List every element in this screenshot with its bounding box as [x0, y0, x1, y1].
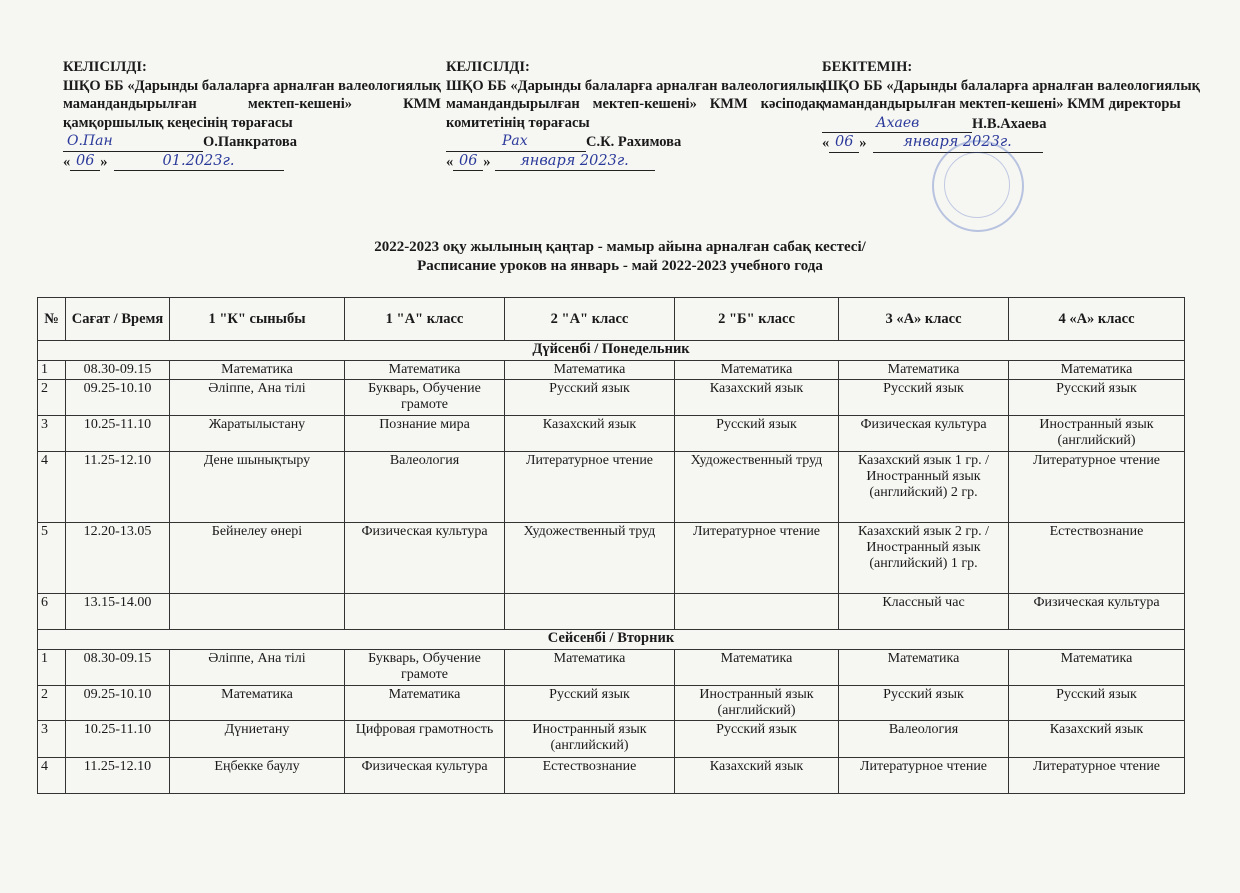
- subject-cell: Казахский язык 2 гр. / Иностранный язык (английский) 1 гр.: [839, 523, 1009, 594]
- date-day: 06: [829, 133, 859, 153]
- subject-cell: [345, 594, 505, 630]
- subject-cell: Математика: [839, 650, 1009, 686]
- schedule-table: [37, 297, 1185, 794]
- subject-cell: Математика: [505, 650, 675, 686]
- lesson-number: 1: [38, 361, 66, 380]
- approval-heading: БЕКІТЕМІН:: [822, 59, 913, 75]
- subject-cell: Русский язык: [505, 686, 675, 721]
- subject-cell: Физическая культура: [839, 416, 1009, 452]
- date-row: « 06 » января 2023г.: [446, 152, 824, 172]
- col-header-time: Сағат / Время: [66, 298, 170, 341]
- approval-body: ШҚО ББ «Дарынды балаларға арналған валеологиялық мамандандырылған мектеп-кешені» КММ қамқоршылық кеңесінің төрағасы: [63, 77, 441, 131]
- subject-cell: Бейнелеу өнері: [170, 523, 345, 594]
- signer-name: Н.В.Ахаева: [972, 115, 1047, 132]
- subject-cell: Дене шынықтыру: [170, 452, 345, 523]
- subject-cell: [170, 594, 345, 630]
- subject-cell: Литературное чтение: [1009, 758, 1185, 794]
- subject-cell: Классный час: [839, 594, 1009, 630]
- col-header-number: №: [38, 298, 66, 341]
- subject-cell: Русский язык: [505, 380, 675, 416]
- day-header-row: [38, 630, 1185, 650]
- subject-cell: Дүниетану: [170, 721, 345, 758]
- subject-cell: Математика: [1009, 361, 1185, 380]
- subject-cell: Литературное чтение: [839, 758, 1009, 794]
- subject-cell: Художественный труд: [505, 523, 675, 594]
- subject-cell: Физическая культура: [1009, 594, 1185, 630]
- subject-cell: Иностранный язык (английский): [1009, 416, 1185, 452]
- subject-cell: Валеология: [839, 721, 1009, 758]
- date-day: 06: [453, 152, 483, 172]
- subject-cell: Литературное чтение: [1009, 452, 1185, 523]
- schedule-body: [38, 341, 1185, 794]
- signature-line: [63, 135, 203, 152]
- subject-cell: Русский язык: [839, 686, 1009, 721]
- subject-cell: Русский язык: [839, 380, 1009, 416]
- signature-row: [822, 115, 1200, 134]
- subject-cell: Математика: [675, 650, 839, 686]
- col-header-2b: 2 "Б" класс: [675, 298, 839, 341]
- subject-cell: Казахский язык: [1009, 721, 1185, 758]
- subject-cell: Математика: [345, 361, 505, 380]
- subject-cell: Иностранный язык (английский): [675, 686, 839, 721]
- document-title: [0, 238, 1240, 276]
- lesson-time: 10.25-11.10: [66, 721, 170, 758]
- subject-cell: Художественный труд: [675, 452, 839, 523]
- approval-union: [446, 58, 824, 171]
- col-header-1a: 1 "А" класс: [345, 298, 505, 341]
- lesson-row: [38, 650, 1185, 686]
- approval-trustees: [63, 58, 441, 171]
- subject-cell: Цифровая грамотность: [345, 721, 505, 758]
- subject-cell: Математика: [839, 361, 1009, 380]
- col-header-2a: 2 "А" класс: [505, 298, 675, 341]
- signature-row: [63, 133, 441, 152]
- handwritten-signature: О.Пан: [67, 133, 113, 149]
- subject-cell: [675, 594, 839, 630]
- lesson-number: 4: [38, 452, 66, 523]
- approval-heading: КЕЛІСІЛДІ:: [63, 59, 147, 75]
- subject-cell: Математика: [345, 686, 505, 721]
- subject-cell: Еңбекке баулу: [170, 758, 345, 794]
- subject-cell: Валеология: [345, 452, 505, 523]
- signature-line: [446, 135, 586, 152]
- lesson-time: 08.30-09.15: [66, 361, 170, 380]
- date-month-year: 01.2023г.: [114, 152, 284, 172]
- date-row: « 06 » января 2023г.: [822, 133, 1200, 153]
- subject-cell: Казахский язык: [675, 758, 839, 794]
- col-header-3a: 3 «А» класс: [839, 298, 1009, 341]
- lesson-time: 09.25-10.10: [66, 686, 170, 721]
- subject-cell: Литературное чтение: [505, 452, 675, 523]
- date-day: 06: [70, 152, 100, 172]
- lesson-time: 08.30-09.15: [66, 650, 170, 686]
- approval-body: ШҚО ББ «Дарынды балаларға арналған валеологиялық мамандандырылған мектеп-кешені» КММ директоры: [822, 77, 1200, 112]
- title-kazakh: 2022-2023 оқу жылының қаңтар - мамыр айына арналған сабақ кестесі/: [374, 239, 866, 255]
- lesson-time: 09.25-10.10: [66, 380, 170, 416]
- approval-director: [822, 58, 1200, 153]
- lesson-time: 11.25-12.10: [66, 758, 170, 794]
- subject-cell: Казахский язык 1 гр. / Иностранный язык (английский) 2 гр.: [839, 452, 1009, 523]
- subject-cell: Иностранный язык (английский): [505, 721, 675, 758]
- subject-cell: Букварь, Обучение грамоте: [345, 650, 505, 686]
- subject-cell: Казахский язык: [675, 380, 839, 416]
- official-stamp: [932, 140, 1024, 232]
- day-header-row: [38, 341, 1185, 361]
- subject-cell: Русский язык: [1009, 686, 1185, 721]
- signature-line: [822, 116, 972, 133]
- handwritten-signature: Рах: [502, 133, 528, 149]
- subject-cell: Русский язык: [675, 721, 839, 758]
- subject-cell: Букварь, Обучение грамоте: [345, 380, 505, 416]
- subject-cell: [505, 594, 675, 630]
- lesson-number: 5: [38, 523, 66, 594]
- lesson-row: [38, 721, 1185, 758]
- lesson-time: 12.20-13.05: [66, 523, 170, 594]
- subject-cell: Физическая культура: [345, 523, 505, 594]
- subject-cell: Математика: [170, 361, 345, 380]
- signature-row: [446, 133, 824, 152]
- lesson-row: [38, 523, 1185, 594]
- subject-cell: Физическая культура: [345, 758, 505, 794]
- day-name: Дүйсенбі / Понедельник: [38, 341, 1185, 361]
- subject-cell: Познание мира: [345, 416, 505, 452]
- lesson-row: [38, 361, 1185, 380]
- subject-cell: Математика: [1009, 650, 1185, 686]
- lesson-row: [38, 416, 1185, 452]
- lesson-number: 1: [38, 650, 66, 686]
- title-russian: Расписание уроков на январь - май 2022-2023 учебного года: [417, 258, 823, 274]
- lesson-number: 2: [38, 380, 66, 416]
- lesson-row: [38, 380, 1185, 416]
- date-row: « 06 » 01.2023г.: [63, 152, 441, 172]
- col-header-1k: 1 "К" сыныбы: [170, 298, 345, 341]
- lesson-time: 11.25-12.10: [66, 452, 170, 523]
- subject-cell: Естествознание: [1009, 523, 1185, 594]
- lesson-row: [38, 594, 1185, 630]
- header-row: [38, 298, 1185, 341]
- lesson-time: 13.15-14.00: [66, 594, 170, 630]
- subject-cell: Естествознание: [505, 758, 675, 794]
- lesson-number: 3: [38, 721, 66, 758]
- subject-cell: Математика: [675, 361, 839, 380]
- date-month-year: января 2023г.: [495, 152, 655, 172]
- lesson-row: [38, 686, 1185, 721]
- lesson-number: 3: [38, 416, 66, 452]
- subject-cell: Жаратылыстану: [170, 416, 345, 452]
- lesson-number: 2: [38, 686, 66, 721]
- subject-cell: Әліппе, Ана тілі: [170, 650, 345, 686]
- signer-name: С.К. Рахимова: [586, 134, 682, 150]
- subject-cell: Русский язык: [675, 416, 839, 452]
- col-header-4a: 4 «А» класс: [1009, 298, 1185, 341]
- subject-cell: Казахский язык: [505, 416, 675, 452]
- lesson-time: 10.25-11.10: [66, 416, 170, 452]
- signer-name: О.Панкратова: [203, 134, 297, 150]
- subject-cell: Математика: [505, 361, 675, 380]
- approvals-block: [0, 58, 1240, 208]
- approval-heading: КЕЛІСІЛДІ:: [446, 59, 530, 75]
- subject-cell: Русский язык: [1009, 380, 1185, 416]
- subject-cell: Әліппе, Ана тілі: [170, 380, 345, 416]
- approval-body: ШҚО ББ «Дарынды балаларға арналған валеологиялық мамандандырылған мектеп-кешені» КММ кәсіподақ комитетінің төрағасы: [446, 77, 824, 131]
- lesson-row: [38, 452, 1185, 523]
- lesson-number: 4: [38, 758, 66, 794]
- lesson-number: 6: [38, 594, 66, 630]
- lesson-row: [38, 758, 1185, 794]
- handwritten-signature: Ахаев: [876, 114, 920, 131]
- date-month-year: января 2023г.: [873, 133, 1043, 153]
- day-name: Сейсенбі / Вторник: [38, 630, 1185, 650]
- subject-cell: Математика: [170, 686, 345, 721]
- subject-cell: Литературное чтение: [675, 523, 839, 594]
